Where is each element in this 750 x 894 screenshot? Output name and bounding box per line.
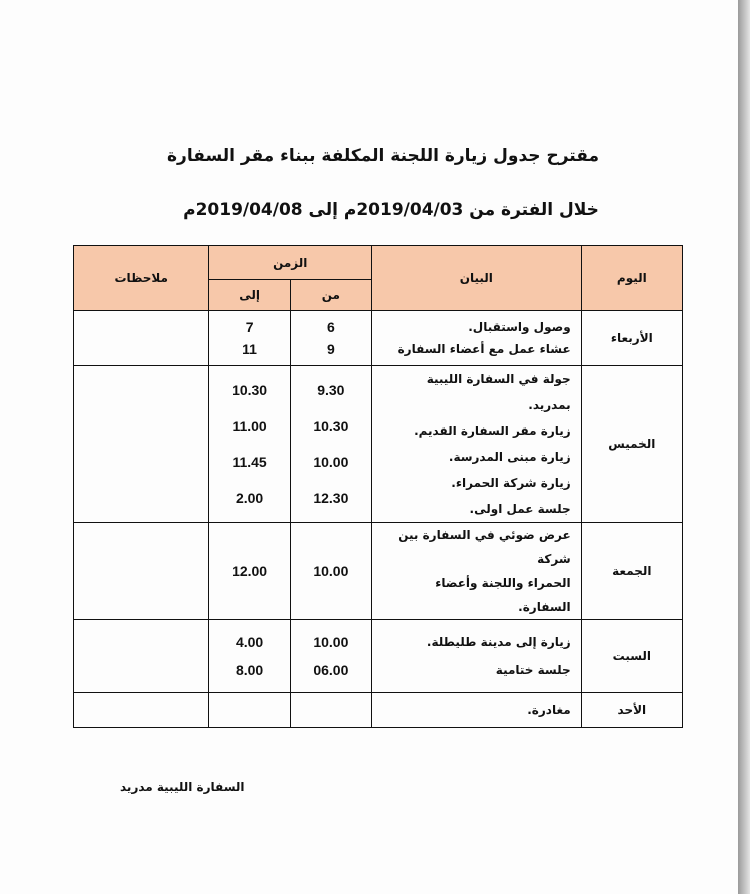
- table-row: [74, 693, 683, 728]
- description-cell: [371, 311, 581, 366]
- notes-cell: [74, 620, 209, 693]
- description-cell: [371, 523, 581, 620]
- header-day: اليوم: [581, 246, 682, 311]
- document-title: مقترح جدول زيارة اللجنة المكلفة ببناء مقر السفارة: [167, 146, 599, 166]
- description-line: جلسة ختامية: [495, 663, 571, 677]
- description-line: زيارة إلى مدينة طليطلة.: [426, 635, 571, 649]
- notes-cell: [74, 693, 209, 728]
- from-time: 10.30: [313, 418, 349, 434]
- notes-cell: [74, 523, 209, 620]
- header-notes: ملاحظات: [74, 246, 209, 311]
- from-cell: [290, 523, 371, 620]
- page-edge-shadow: [738, 0, 750, 894]
- schedule-table: [73, 245, 683, 728]
- from-time: 06.00: [313, 662, 349, 678]
- to-time: 4.00: [235, 634, 264, 650]
- to-time: 11.00: [232, 418, 267, 434]
- description-line: عرض ضوئي في السفارة بين شركة: [398, 528, 571, 566]
- from-cell: [290, 693, 371, 728]
- description-line: عشاء عمل مع أعضاء السفارة: [397, 342, 571, 356]
- day-cell: السبت: [581, 620, 682, 693]
- header-time: الزمن: [209, 246, 372, 280]
- to-time: 12.00: [232, 563, 268, 579]
- description-cell: [371, 366, 581, 523]
- from-cell: [290, 311, 371, 366]
- to-cell: [209, 620, 290, 693]
- to-time: 11: [242, 341, 257, 357]
- from-cell: [290, 620, 371, 693]
- from-time: 10.00: [313, 634, 349, 650]
- from-time: 10.00: [313, 563, 349, 579]
- to-cell: [209, 523, 290, 620]
- to-cell: [209, 366, 290, 523]
- header-description: البيان: [371, 246, 581, 311]
- description-line: جولة في السفارة الليبية بمدريد.: [426, 372, 571, 412]
- day-cell: الجمعة: [581, 523, 682, 620]
- header-to: إلى: [209, 280, 290, 311]
- table-row: [74, 620, 683, 693]
- to-time: 7: [245, 319, 254, 335]
- header-from: من: [290, 280, 371, 311]
- description-line: زيارة شركة الحمراء.: [451, 476, 571, 490]
- to-time: 8.00: [235, 662, 264, 678]
- from-time: 9.30: [317, 382, 345, 398]
- description-line: زيارة مبنى المدرسة.: [448, 450, 571, 464]
- day-cell: الأحد: [581, 693, 682, 728]
- to-cell: [209, 693, 290, 728]
- table-row: [74, 311, 683, 366]
- from-time: 12.30: [313, 490, 349, 506]
- document-period: خلال الفترة من 2019/04/03م إلى 2019/04/08م: [183, 200, 599, 220]
- to-cell: [209, 311, 290, 366]
- description-line: زيارة مقر السفارة القديم.: [414, 424, 571, 438]
- table-row: [74, 523, 683, 620]
- from-time: 6: [326, 319, 335, 335]
- description-cell: [371, 620, 581, 693]
- from-cell: [290, 366, 371, 523]
- description-line: مغادرة.: [527, 703, 571, 717]
- description-line: وصول واستقبال.: [468, 320, 571, 334]
- to-time: 11.45: [232, 454, 267, 470]
- from-time: 9: [326, 341, 335, 357]
- signature-embassy: السفارة الليبية مدريد: [120, 780, 245, 794]
- notes-cell: [74, 311, 209, 366]
- description-cell: [371, 693, 581, 728]
- day-cell: الأربعاء: [581, 311, 682, 366]
- description-line: جلسة عمل اولى.: [469, 502, 571, 516]
- table-row: [74, 366, 683, 523]
- day-cell: الخميس: [581, 366, 682, 523]
- notes-cell: [74, 366, 209, 523]
- to-time: 2.00: [235, 490, 264, 506]
- from-time: 10.00: [313, 454, 349, 470]
- description-line: الحمراء واللجنة وأعضاء السفارة.: [435, 576, 571, 614]
- to-time: 10.30: [232, 382, 268, 398]
